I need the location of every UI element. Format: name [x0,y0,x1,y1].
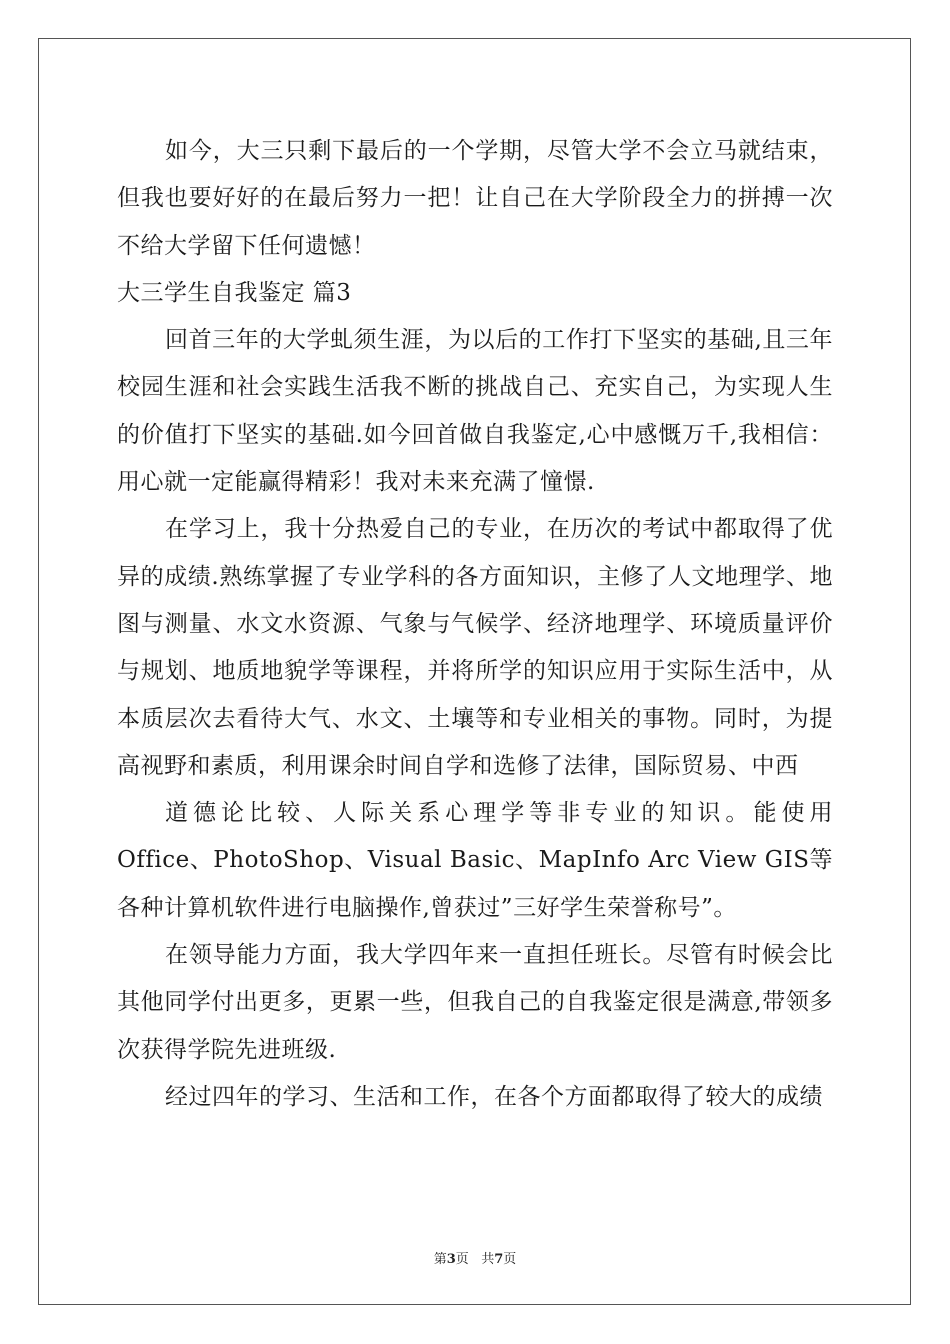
footer-page-total: 7 [494,1252,504,1267]
paragraph-study [117,506,833,932]
paragraph-intro-review: 回首三年的大学虬须生涯，为以后的工作打下坚实的基础,且三年校园生涯和社会实践生活我不断的挑战自己、充实自己，为实现人生的价值打下坚实的基础.如今回首做自我鉴定,心中感慨万千,我相信：用心就一定能赢得精彩！我对未来充满了憧憬. [117,327,833,496]
footer-page-suffix: 页 [455,1252,469,1267]
paragraph-study-part1: 在学习上，我十分热爱自己的专业，在历次的考试中都取得了优异的成绩.熟练掌握了专业学科的各方面知识，主修了人文地理学、地图与测量、水文水资源、气象与气候学、经济地理学、环境质量评价与规划、地质地貌学等课程，并将所学的知识应用于实际生活中，从本质层次去看待大气、水文、土壤等和专业相关的事物。同时，为提高视野和素质，利用课余时间自学和选修了法律，国际贸易、中西 [117,516,833,779]
section-heading: 大三学生自我鉴定 篇3 [117,279,352,306]
footer-page-prefix: 第 [433,1252,447,1267]
paragraph-leadership: 在领导能力方面，我大学四年来一直担任班长。尽管有时候会比其他同学付出更多，更累一些，但我自己的自我鉴定很是满意,带领多次获得学院先进班级. [117,942,833,1063]
document-body [117,128,833,1121]
paragraph-summary: 经过四年的学习、生活和工作，在各个方面都取得了较大的成绩 [165,1083,823,1110]
footer-page-current: 3 [446,1252,456,1267]
paragraph-closing-reflection: 如今，大三只剩下最后的一个学期，尽管大学不会立马就结束，但我也要好好的在最后努力一把！让自己在大学阶段全力的拼搏一次不给大学留下任何遗憾！ [117,138,833,259]
paragraph-study-part2: 道德论比较、人际关系心理学等非专业的知识。能使用 [165,800,833,827]
footer-total-suffix: 页 [503,1252,517,1267]
footer-total-prefix: 共 [481,1252,495,1267]
paragraph-study-part3: Office、PhotoShop、Visual Basic、MapInfo Arc View GIS等各种计算机软件进行电脑操作,曾获过”三好学生荣誉称号”。 [117,847,833,921]
page-footer [0,1248,950,1267]
